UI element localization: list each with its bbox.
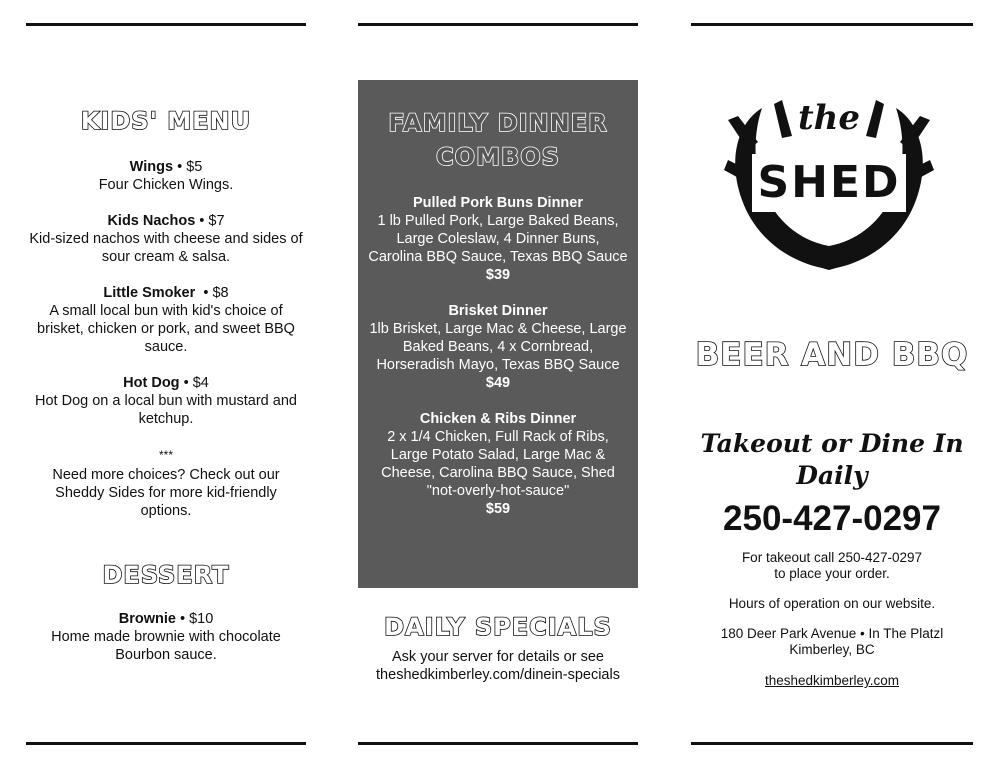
address-line1: 180 Deer Park Avenue • In The Platzl	[720, 626, 944, 641]
combo-price: $59	[485, 501, 511, 517]
daily-specials-section	[350, 612, 646, 684]
combo-desc: 1 lb Pulled Pork, Large Baked Beans, Large Coleslaw, 4 Dinner Buns, Carolina BBQ Sauce, Texas BBQ Sauce	[368, 213, 628, 265]
combo-brisket	[368, 302, 628, 392]
item-desc: Kid-sized nachos with cheese and sides of sour cream & salsa.	[29, 231, 303, 265]
kids-menu-heading: KIDS' MENU	[80, 107, 252, 135]
item-name: Kids Nachos	[107, 213, 196, 229]
address-line2: Kimberley, BC	[789, 642, 875, 657]
item-price: $8	[212, 285, 229, 301]
family-dinner-heading-line1: FAMILY DINNER	[388, 109, 608, 137]
combo-name: Pulled Pork Buns Dinner	[413, 195, 583, 211]
top-rule-right	[691, 23, 973, 26]
bottom-rule-left	[26, 742, 306, 745]
item-price: $5	[186, 159, 203, 175]
combo-desc: 1lb Brisket, Large Mac & Cheese, Large Baked Beans, 4 x Cornbread, Horseradish Mayo, Texas BBQ Sauce	[369, 321, 627, 373]
combo-name: Chicken & Ribs Dinner	[419, 411, 577, 427]
item-desc: Hot Dog on a local bun with mustard and ketchup.	[35, 393, 297, 427]
logo-text-the: the	[797, 98, 861, 138]
daily-specials-text: Ask your server for details or see theshedkimberley.com/dinein-specials	[376, 649, 620, 683]
website-link[interactable]: theshedkimberley.com	[764, 673, 900, 688]
combo-desc: 2 x 1/4 Chicken, Full Rack of Ribs, Large Potato Salad, Large Mac & Cheese, Carolina BBQ Sauce, Shed "not-overly-hot-sauce"	[381, 429, 615, 499]
item-price: $10	[189, 611, 214, 627]
menu-item-brownie: Brownie • $10 Home made brownie with chocolate Bourbon sauce.	[18, 610, 314, 664]
takeout-script-line: Takeout or Dine In Daily	[700, 429, 964, 490]
separator: ***	[158, 448, 173, 462]
daily-specials-heading: DAILY SPECIALS	[384, 613, 612, 641]
combo-name: Brisket Dinner	[448, 303, 548, 319]
item-desc: Four Chicken Wings.	[98, 177, 234, 193]
dessert-heading: DESSERT	[102, 561, 230, 589]
item-name: Brownie	[118, 611, 176, 627]
item-price: $4	[192, 375, 209, 391]
top-rule-middle	[358, 23, 638, 26]
item-name: Hot Dog	[123, 375, 180, 391]
top-rule-left	[26, 23, 306, 26]
menu-item-wings: Wings • $5 Four Chicken Wings.	[98, 159, 234, 193]
menu-item-little-smoker: Little Smoker • $8 A small local bun with kid's choice of brisket, chicken or pork, and sweet BBQ sauce.	[18, 284, 314, 356]
item-desc: A small local bun with kid's choice of brisket, chicken or pork, and sweet BBQ sauce.	[37, 303, 295, 355]
dessert-section	[18, 560, 314, 664]
kids-menu-note: Need more choices? Check out our Sheddy Sides for more kid-friendly options.	[52, 467, 280, 519]
logo-text-shed: SHED	[752, 154, 906, 212]
item-name: Little Smoker	[103, 285, 196, 301]
combo-price: $39	[485, 267, 511, 283]
phone-number: 250-427-0297	[723, 499, 941, 538]
bottom-rule-right	[691, 742, 973, 745]
kids-menu-section	[18, 106, 314, 520]
hours-text: Hours of operation on our website.	[728, 596, 936, 611]
takeout-line2: to place your order.	[774, 566, 890, 581]
contact-section	[682, 428, 982, 690]
combo-price: $49	[485, 375, 511, 391]
family-dinner-panel	[358, 80, 638, 588]
menu-item-hot-dog: Hot Dog • $4 Hot Dog on a local bun with mustard and ketchup.	[18, 374, 314, 428]
menu-item-kids-nachos: Kids Nachos • $7 Kid-sized nachos with cheese and sides of sour cream & salsa.	[18, 212, 314, 266]
takeout-line1: For takeout call 250-427-0297	[741, 550, 923, 565]
family-dinner-heading-line2: COMBOS	[436, 143, 560, 171]
combo-chicken-ribs	[368, 410, 628, 518]
item-desc: Home made brownie with chocolate Bourbon sauce.	[51, 629, 281, 663]
tagline: BEER AND BBQ	[695, 337, 969, 373]
bottom-rule-middle	[358, 742, 638, 745]
item-price: $7	[208, 213, 225, 229]
shed-logo	[722, 92, 936, 274]
item-name: Wings	[129, 159, 174, 175]
combo-pulled-pork	[368, 194, 628, 284]
